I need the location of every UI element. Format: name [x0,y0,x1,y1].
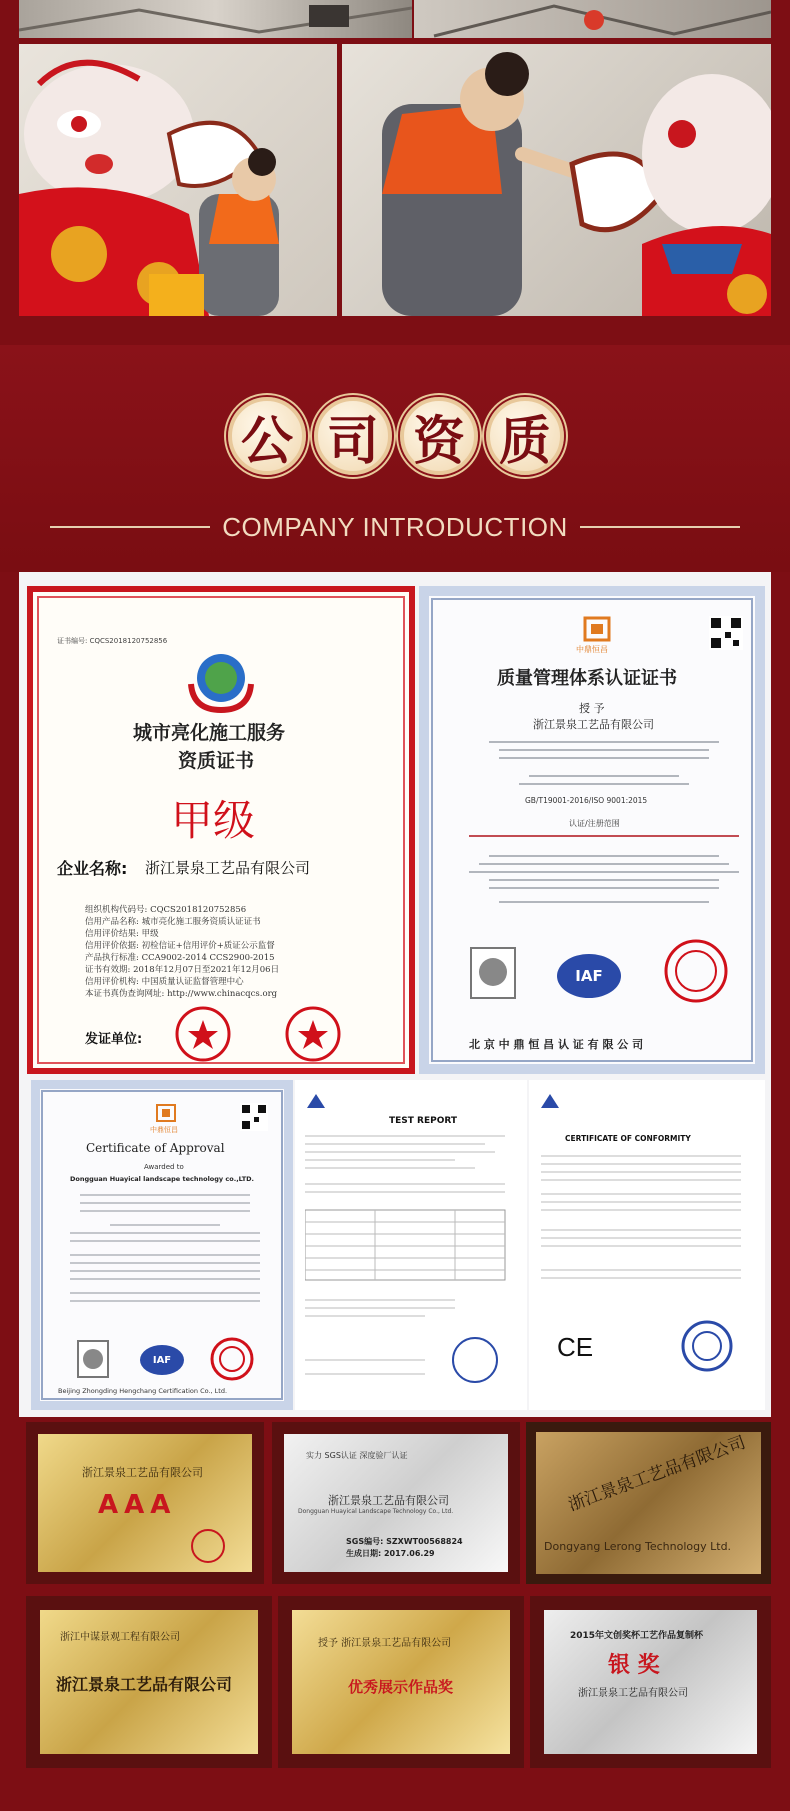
plaque-grade: AAA [98,1490,177,1520]
plaque-header: 实力 SGS认证 深度验厂认证 [306,1451,408,1460]
fine-print-lines [60,1189,270,1319]
cert-serial: 证书编号: CQCS2018120752856 [57,637,168,645]
plaque-award: 银 奖 [608,1653,660,1678]
accreditation-badge-icon [76,1339,110,1379]
gold-plaque-2 [278,1596,524,1768]
red-seal-icon [208,1335,256,1383]
cert-footer: 北 京 中 鼎 恒 昌 认 证 有 限 公 司 [469,1038,644,1051]
workshop-photo-section [0,0,790,345]
city-lighting-certificate [27,586,415,1074]
plaque-sgs-number: SGS编号: SZXWT00568824 [346,1537,463,1546]
plaque-issuer: 浙江中谋景观工程有限公司 [60,1632,180,1643]
section-subtitle: COMPANY INTRODUCTION [222,512,568,542]
plaque-company-en: Dongyang Lerong Technology Ltd. [544,1540,732,1553]
cert-detail-line: 信用评价机构: 中国质量认证监督管理中心 [85,977,244,987]
title-char-text: 资 [412,410,465,472]
lantern-figure-illustration [19,44,337,316]
title-char-3 [400,397,478,475]
worker-photo-left [19,44,337,316]
red-seal-icon [661,936,731,1006]
quality-management-certificate [419,586,765,1074]
cert-grant: 授 予 [579,702,605,715]
plaque-award: 优秀展示作品奖 [348,1678,454,1696]
cert-company-label: 企业名称: [57,859,128,878]
cert-detail-line: 信用评价依据: 初检信证+信用评价+质证公示监督 [85,941,275,951]
cert-company-name: 浙江景泉工艺品有限公司 [145,859,311,877]
plaque-company: 浙江景泉工艺品有限公司 [56,1675,233,1694]
plaque-face [38,1434,252,1572]
approval-certificate [31,1080,293,1410]
report-title: TEST REPORT [389,1116,458,1126]
plaque-company: 浙江景泉工艺品有限公司 [328,1494,449,1507]
worker-craft-illustration [342,44,771,316]
cert-brand: 中鼎恒昌 [150,1126,178,1134]
lab-logo-icon [539,1092,561,1110]
plaque-face [292,1610,510,1754]
photo-texture [414,0,771,38]
report-table-lines [305,1130,517,1400]
plaque-face [536,1432,761,1574]
plaque-date: 生成日期: 2017.06.29 [346,1549,435,1558]
title-char-text: 质 [498,410,551,472]
conformity-certificate [529,1080,765,1410]
title-char-text: 司 [326,410,379,472]
cert-title: Certificate of Approval [86,1141,225,1155]
brand-logo-icon [583,616,611,642]
qr-code-icon [240,1103,268,1131]
title-char-2 [314,397,392,475]
worker-photo-right [342,44,771,316]
brand-logo-icon [155,1103,177,1123]
photo-texture [19,0,412,38]
fine-print-lines [541,1150,755,1300]
workshop-photo-strip-right [414,0,771,38]
cert-footer: Beijing Zhongding Hengchang Certification Co., Ltd. [58,1387,228,1395]
accreditation-badge-icon [469,946,517,1000]
conformity-title: CERTIFICATE OF CONFORMITY [565,1134,691,1143]
red-seal-icon [173,1004,233,1064]
cert-title: 质量管理体系认证证书 [497,668,677,689]
title-char-1 [228,397,306,475]
gold-plaque-1 [26,1596,272,1768]
plaque-company: 授予 浙江景泉工艺品有限公司 [318,1638,452,1649]
iaf-badge-text: IAF [152,1354,172,1366]
title-char-4 [486,397,564,475]
cert-company: 浙江景泉工艺品有限公司 [533,718,654,731]
cert-scope-title: 认证/注册范围 [569,819,620,828]
laurel-emblem-icon [183,644,259,714]
plaque-company: 浙江景泉工艺品有限公司 [578,1688,688,1699]
plaque-company: 浙江景泉工艺品有限公司 [82,1466,203,1479]
plaque-company-en: Dongguan Huayical Landscape Technology Co., Ltd. [298,1508,454,1515]
plaque-face [40,1610,258,1754]
cert-title-line2: 资质证书 [178,750,255,772]
fine-print-lines [469,736,739,796]
sgs-plaque [272,1422,520,1584]
cert-detail-line: 信用产品名称: 城市亮化施工服务资质认证证书 [85,917,261,927]
certificates-section [0,572,790,1811]
cert-standard: GB/T19001-2016/ISO 9001:2015 [525,796,648,805]
cert-detail-line: 组织机构代码号: CQCS2018120752856 [85,905,247,915]
cert-detail-line: 信用评价结果: 甲级 [85,929,159,939]
subtitle-rule-right [580,526,740,528]
workshop-photo-strip-left [19,0,412,38]
ce-mark: CE [557,1332,594,1362]
plaque-face [544,1610,757,1754]
iaf-badge-text: IAF [575,967,603,985]
cert-details [85,904,279,1000]
cert-brand: 中鼎恒昌 [576,645,608,654]
plaque-company: 浙江景泉工艺品有限公司 [565,1432,749,1516]
certificate-panel [19,572,771,1417]
silver-plaque [530,1596,771,1768]
red-seal-icon [283,1004,343,1064]
bronze-plaque [526,1422,771,1584]
aaa-plaque [26,1422,264,1584]
cert-detail-line: 证书有效期: 2018年12月07日至2021年12月06日 [85,965,280,975]
blue-seal-icon [679,1318,735,1374]
cert-detail-line: 本证书真伪查询网址: http://www.chinacqcs.org [85,989,278,999]
iaf-badge [557,954,621,998]
red-seal-icon [188,1526,228,1566]
lab-logo-icon [305,1092,327,1110]
plaque-face [284,1434,508,1572]
test-report-document [295,1080,527,1410]
cert-company: Dongguan Huayical landscape technology co.,LTD. [70,1175,255,1183]
fine-print-lines [459,832,749,922]
iaf-badge [140,1345,184,1375]
cert-issuer-label: 发证单位: [85,1032,143,1047]
qr-code-icon [709,616,743,650]
title-char-text: 公 [240,410,293,472]
cert-awarded: Awarded to [144,1163,184,1171]
cert-grade: 甲级 [171,796,256,845]
cert-title-line1: 城市亮化施工服务 [133,722,286,744]
cert-detail-line: 产品执行标准: CCA9002-2014 CCS2900-2015 [85,953,275,963]
plaque-header: 2015年文创奖杯工艺作品复制杯 [570,1631,704,1641]
